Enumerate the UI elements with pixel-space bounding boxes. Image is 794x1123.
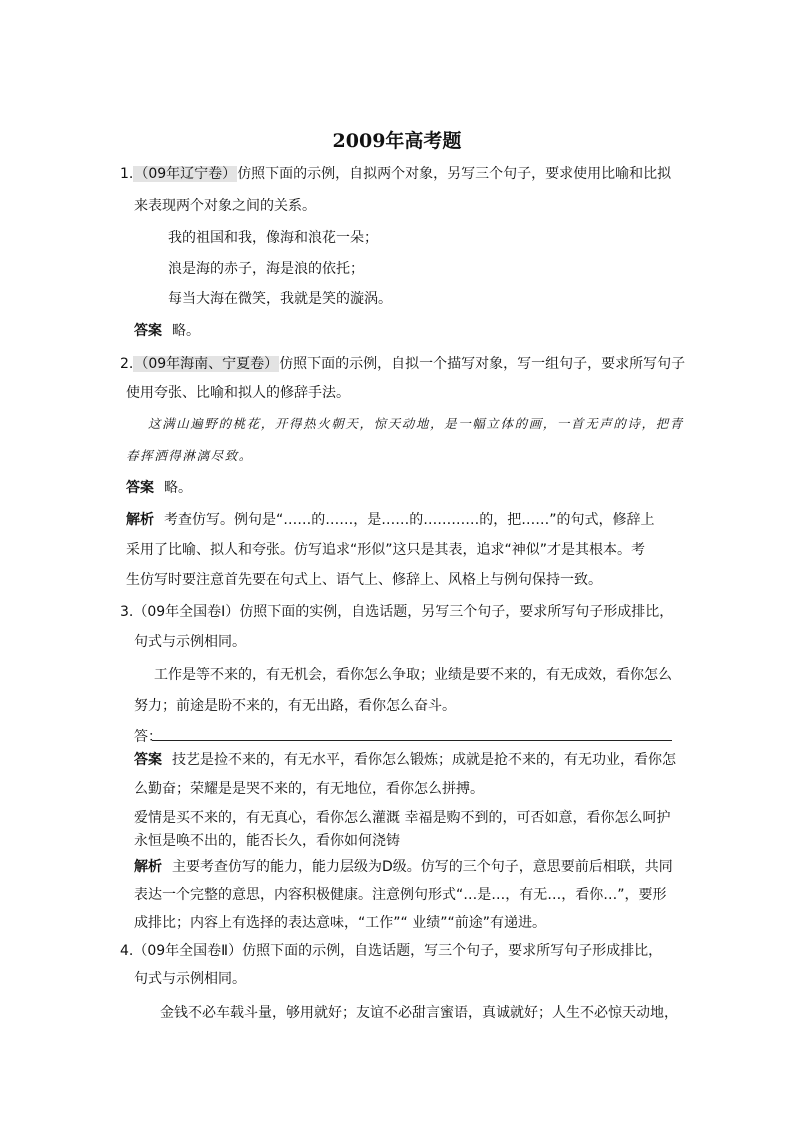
handwritten-example-line: 春挥洒得淋漓尽致。 bbox=[126, 448, 253, 463]
answer-label: 答案 bbox=[134, 323, 162, 339]
source-tag: （09年海南、宁夏卷） bbox=[134, 356, 279, 372]
handwritten-example-line: 这满山遍野的桃花，开得热火朝天，惊天动地，是一幅立体的画，一首无声的诗，把青 bbox=[148, 416, 684, 431]
question-text: 仿照下面的实例，自选话题，另写三个句子，要求所写句子形成排比， bbox=[239, 604, 674, 620]
source-tag: （09年全国卷Ⅰ） bbox=[133, 604, 240, 620]
answer-line bbox=[134, 750, 676, 770]
example-line: 我的祖国和我，像海和浪花一朵； bbox=[168, 230, 378, 246]
source-tag: （09年辽宁卷） bbox=[134, 166, 237, 182]
question-text: 仿照下面的示例，自拟一个描写对象，写一组句子，要求所写句子 bbox=[279, 356, 686, 372]
example-line: 努力；前途是盼不来的，有无出路，看你怎么奋斗。 bbox=[134, 698, 456, 714]
question-4-line-1 bbox=[120, 941, 662, 961]
question-3-line-2: 句式与示例相同。 bbox=[134, 634, 246, 650]
answer-blank-line bbox=[152, 740, 672, 741]
answer-text: 技艺是捡不来的，有无水平，看你怎么锻炼；成就是抢不来的，有无功业，看你怎 bbox=[172, 752, 676, 768]
question-1-line-2: 来表现两个对象之间的关系。 bbox=[134, 198, 316, 214]
question-2-line-1 bbox=[120, 354, 685, 374]
question-number: 1. bbox=[120, 166, 134, 182]
question-text: 仿照下面的示例，自选话题，写三个句子，要求所写句子形成排比， bbox=[242, 943, 663, 959]
question-number: 3. bbox=[120, 604, 134, 620]
example-line: 工作是等不来的，有无机会，看你怎么争取；业绩是要不来的，有无成效，看你怎么 bbox=[154, 667, 672, 683]
analysis-line: 成排比；内容上有选择的表达意味，“工作”“ 业绩”“前途”有递进。 bbox=[134, 915, 546, 931]
analysis-line bbox=[126, 510, 655, 530]
answer-line bbox=[134, 321, 200, 341]
analysis-label: 解析 bbox=[126, 512, 154, 528]
question-text: 仿照下面的示例，自拟两个对象，另写三个句子，要求使用比喻和比拟 bbox=[237, 166, 672, 182]
answer-text: 略。 bbox=[164, 480, 192, 496]
analysis-text: 考查仿写。例句是“……的……，是……的…………的，把……”的句式，修辞上 bbox=[164, 512, 655, 528]
answer-line: 么勤奋；荣耀是是哭不来的，有无地位，看你怎么拼搏。 bbox=[134, 781, 484, 797]
analysis-line bbox=[134, 857, 673, 877]
question-2-line-2: 使用夸张、比喻和拟人的修辞手法。 bbox=[126, 385, 350, 401]
answer-label: 答案 bbox=[126, 480, 154, 496]
example-line: 浪是海的赤子，海是浪的依托； bbox=[168, 261, 364, 277]
question-3-line-1 bbox=[120, 602, 673, 622]
analysis-line: 生仿写时要注意首先要在句式上、语气上、修辞上、风格上与例句保持一致。 bbox=[126, 572, 602, 588]
answer-line bbox=[126, 478, 192, 498]
question-number: 4. bbox=[120, 943, 134, 959]
answer-line: 永恒是唤不出的，能否长久，看你如何浇铸 bbox=[134, 833, 400, 849]
example-line: 金钱不必车载斗量，够用就好；友谊不必甜言蜜语，真诚就好；人生不必惊天动地， bbox=[160, 1005, 678, 1021]
answer-line: 爱情是买不来的，有无真心，看你怎么灌溉 幸福是购不到的，可否如意，看你怎么呵护 bbox=[134, 810, 671, 826]
example-line: 每当大海在微笑，我就是笑的漩涡。 bbox=[168, 291, 392, 307]
source-tag: （09年全国卷Ⅱ） bbox=[133, 943, 243, 959]
page-title: 2009年高考题 bbox=[332, 130, 462, 152]
question-4-line-2: 句式与示例相同。 bbox=[134, 971, 246, 987]
question-number: 2. bbox=[120, 356, 134, 372]
analysis-line: 表达一个完整的意思，内容积极健康。注意例句形式“…是…，有无…，看你…”，要形 bbox=[134, 887, 667, 903]
answer-prompt: 答： bbox=[134, 729, 162, 745]
analysis-text: 主要考查仿写的能力，能力层级为D级。仿写的三个句子，意思要前后相联，共同 bbox=[172, 859, 673, 875]
answer-text: 略。 bbox=[172, 323, 200, 339]
question-1-line-1 bbox=[120, 164, 671, 184]
analysis-label: 解析 bbox=[134, 859, 162, 875]
answer-label: 答案 bbox=[134, 752, 162, 768]
analysis-line: 采用了比喻、拟人和夸张。仿写追求“形似”这只是其表，追求“神似”才是其根本。考 bbox=[126, 542, 646, 558]
